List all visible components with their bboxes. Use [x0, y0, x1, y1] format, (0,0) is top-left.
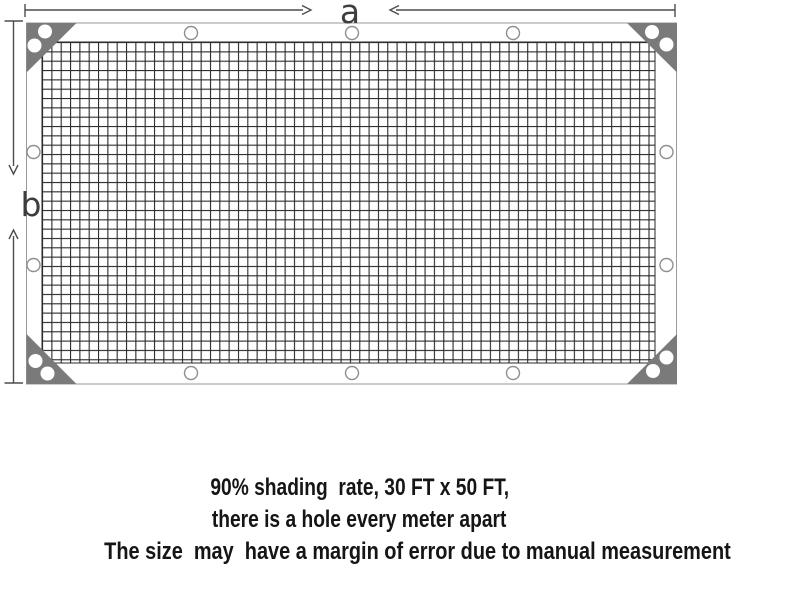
- grommet-top: [185, 27, 198, 40]
- caption-line-shading-rate: 90% shading rate, 30 FT x 50 FT,: [210, 474, 509, 501]
- corner-hole: [41, 367, 55, 381]
- caption-line-measurement-disclaimer: The size may have a margin of error due to manual measurement: [104, 538, 731, 565]
- height-dimension-label: b: [20, 185, 42, 224]
- grommet-left: [27, 259, 40, 272]
- grommet-bottom: [507, 367, 520, 380]
- corner-hole: [660, 38, 674, 52]
- grommet-right: [660, 146, 673, 159]
- width-dim-right-arrow-icon: [302, 6, 311, 15]
- height-dim-down-arrow-icon: [9, 165, 18, 174]
- grommet-bottom: [185, 367, 198, 380]
- grommet-top: [507, 27, 520, 40]
- corner-hole: [645, 25, 659, 39]
- mesh-panel: [42, 42, 655, 363]
- corner-hole: [38, 25, 52, 39]
- corner-hole: [29, 354, 43, 368]
- width-dimension-label: a: [339, 0, 361, 31]
- corner-hole: [646, 364, 660, 378]
- grommet-left: [27, 146, 40, 159]
- grommet-bottom: [346, 367, 359, 380]
- corner-hole: [28, 39, 42, 53]
- caption-line-hole-spacing: there is a hole every meter apart: [212, 506, 507, 533]
- grommet-right: [660, 259, 673, 272]
- corner-hole: [660, 351, 674, 365]
